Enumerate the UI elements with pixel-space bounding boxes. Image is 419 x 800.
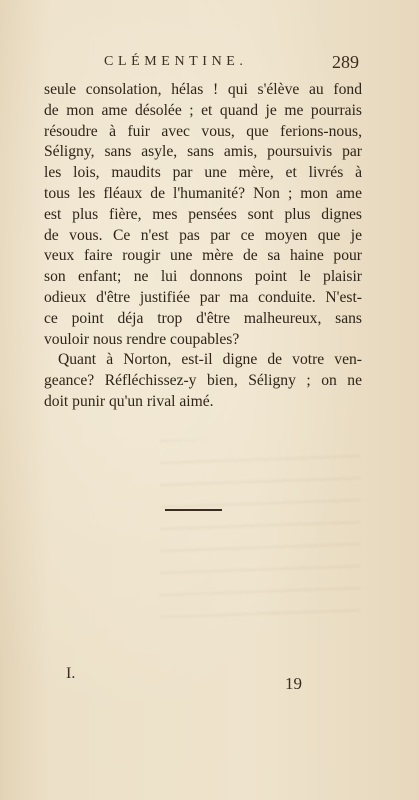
signature-mark: I. (66, 665, 76, 682)
text-line: de mon ame désolée ; et quand je me pourrais (44, 101, 362, 119)
text-line: ce point déja trop d'être malheureux, sans (44, 309, 362, 327)
text-line: veux faire rougir une mère de sa haine pour (44, 247, 362, 265)
text-line: Séligny, sans asyle, sans amis, poursuivis par (44, 143, 362, 161)
text-line: les lois, maudits par une mère, et livrés à (44, 164, 362, 182)
show-through-texture (160, 440, 360, 630)
text-line: tous les fléaux de l'humanité? Non ; mon ame (44, 184, 362, 202)
text-line-indented: Quant à Norton, est-il digne de votre ven- (58, 351, 362, 369)
text-line: odieux d'être justifiée par ma conduite. N'est- (44, 288, 362, 306)
text-line: vouloir nous rendre coupables? (44, 330, 240, 348)
page-number: 289 (332, 52, 359, 72)
text-line: geance? Réfléchissez-y bien, Séligny ; on ne (44, 372, 362, 390)
running-head-title: CLÉMENTINE. (104, 54, 248, 69)
text-line: de vous. Ce n'est pas par ce moyen que je (44, 226, 362, 244)
body-text (44, 80, 362, 413)
text-line: son enfant; ne lui donnons point le plaisir (44, 268, 362, 286)
text-line: résoudre à fuir avec vous, que ferions-nous, (44, 122, 362, 140)
sheet-number: 19 (285, 674, 302, 693)
text-line: doit punir qu'un rival aimé. (44, 392, 214, 410)
text-line: est plus fière, mes pensées sont plus dignes (44, 205, 362, 223)
running-head (0, 52, 419, 76)
section-rule (165, 509, 222, 511)
text-line: seule consolation, hélas ! qui s'élève au fond (44, 81, 362, 98)
